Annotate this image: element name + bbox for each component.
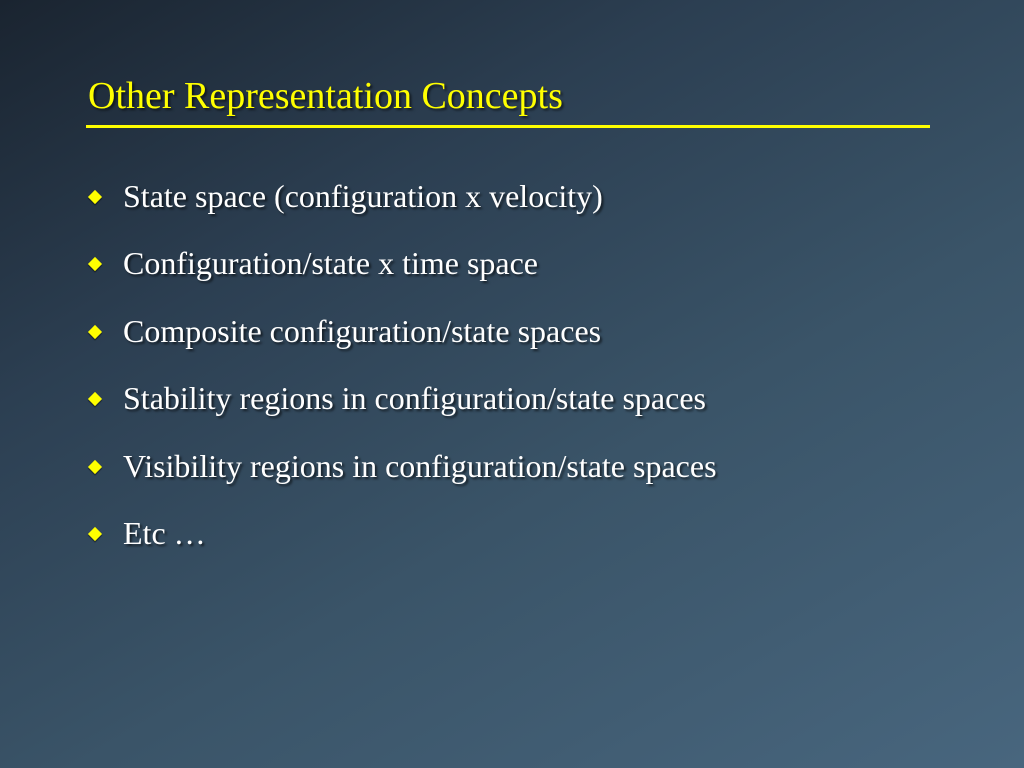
bullet-text: Stability regions in configuration/state spaces (123, 380, 706, 417)
bullet-text: Visibility regions in configuration/state spaces (123, 447, 717, 484)
diamond-bullet-icon (88, 527, 102, 541)
title-underline (86, 125, 930, 128)
bullet-text: Composite configuration/state spaces (123, 312, 602, 349)
diamond-bullet-icon (88, 392, 102, 406)
bullet-text: Configuration/state x time space (123, 245, 538, 282)
slide-title: Other Representation Concepts (88, 75, 563, 117)
diamond-bullet-icon (88, 325, 102, 339)
diamond-bullet-icon (88, 459, 102, 473)
bullet-text: State space (configuration x velocity) (123, 178, 603, 214)
diamond-bullet-icon (88, 190, 102, 204)
bullet-text: Etc … (123, 514, 206, 551)
diamond-bullet-icon (88, 257, 102, 271)
